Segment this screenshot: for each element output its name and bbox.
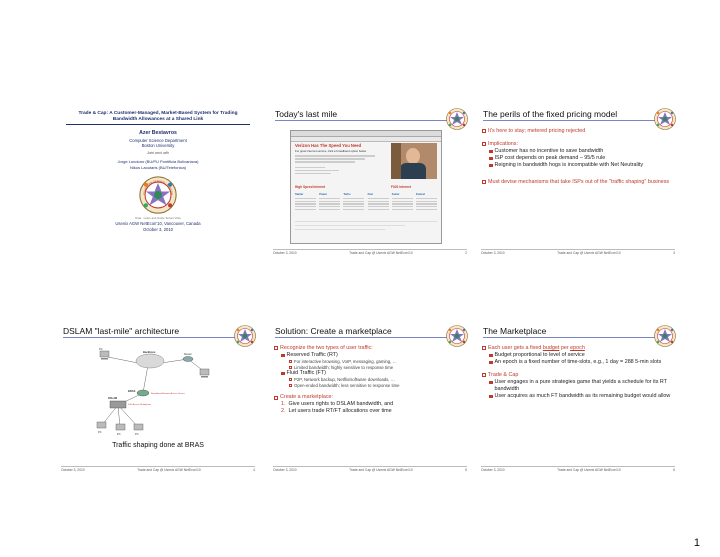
heading-rule [275, 120, 465, 121]
seal-ring-text [139, 176, 177, 214]
list-number: 2. [281, 408, 286, 415]
bullet-text: Trade & Cap [488, 372, 519, 378]
node-label: Router [184, 353, 192, 356]
section-fios: FiOS Internet [391, 185, 412, 189]
slide-heading: The Marketplace [483, 326, 547, 336]
joint-work-label: Joint work with [146, 151, 170, 155]
footer-venue: Trade and Cap @ Usenix AGW NetEcon'10 [349, 468, 413, 472]
talk-title: Trade & Cap: A Customer-Managed, Market-Based System for Trading Bandwidth Allowances at a Shared Link [78, 111, 238, 122]
pc-icon [100, 351, 109, 360]
university-logo-icon [446, 108, 468, 130]
bullet-text: Create a marketplace: [280, 394, 334, 401]
bullet-text: Reigning in bandwidth hogs is incompatible with Net Neutrality [494, 162, 644, 168]
conference-name: Usenix AGW NetEcon'10, Vancouver, Canada [115, 221, 201, 226]
plan-name[interactable]: Faster [391, 193, 400, 196]
bullet-text: Let users trade RT/FT allocations over time [288, 408, 392, 415]
bullet-text: Recognize the two types of user traffic: [280, 345, 373, 351]
university-logo-icon [234, 325, 256, 347]
bullet-text: Must devise mechanisms that take ISPs out of the "traffic shaping" business [488, 179, 670, 185]
bullet-text: User engages in a pure strategies game that yields a schedule for its RT bandwidth [494, 379, 667, 392]
footer-date: October 3, 2010 [481, 251, 505, 255]
node-label: DSLAM [108, 397, 118, 400]
square-bullet-icon [281, 372, 285, 376]
network-diagram [88, 343, 228, 438]
hollow-square-bullet-icon [274, 396, 278, 400]
pc-icon [97, 422, 106, 428]
slide-todays-last-mile[interactable] [270, 108, 470, 258]
slide-bullets [274, 343, 464, 415]
pc-icon [200, 369, 209, 378]
node-label: PC [135, 433, 139, 436]
bullet-text: For interactive browsing, VoIP, messaging, gaming, … [294, 359, 397, 364]
page-subtitle: For great Internet service, click a broadband option below [295, 149, 367, 153]
square-bullet-icon [281, 354, 285, 358]
node-label: Backbone [143, 351, 156, 354]
hollow-square-bullet-icon [482, 129, 486, 133]
bullet-text: Implications: [488, 141, 518, 147]
slide-fixed-pricing-perils[interactable] [478, 108, 678, 258]
node-label: BRAS [128, 390, 136, 393]
footer-page: 2 [465, 251, 467, 255]
node-label: PC [98, 431, 102, 434]
author-univ: Boston University [141, 143, 175, 148]
hollow-square-bullet-icon [482, 346, 486, 350]
slide-bullets [482, 343, 672, 400]
slide-bullets [482, 126, 672, 186]
plan-name[interactable]: Fastest [415, 193, 426, 196]
handout-page-number: 1 [693, 537, 700, 549]
bullet-text [488, 345, 585, 352]
heading-rule [63, 337, 253, 338]
seal-caption: Data · Learn and Guide Terrain Vista [135, 216, 181, 220]
slide-footer [481, 249, 675, 257]
slide-footer [273, 249, 467, 257]
footer-venue: Trade and Cap @ Usenix AGW NetEcon'10 [137, 468, 201, 472]
footer-page: 3 [673, 251, 675, 255]
pc-icon [116, 424, 125, 430]
bullet-text: ISP cost depends on peak demand – 95/5 rule [494, 155, 606, 161]
bullet-text: It's here to stay; metered pricing rejected [488, 128, 586, 134]
verizon-webpage-screenshot [290, 130, 442, 244]
footer-date: October 3, 2010 [273, 468, 297, 472]
bullet-text: Fluid Traffic (FT) [286, 370, 326, 377]
slide-heading: Today's last mile [275, 109, 338, 119]
bras-icon [137, 390, 149, 396]
square-bullet-icon [489, 354, 493, 358]
backbone-cloud-icon [136, 354, 164, 368]
node-label: PC [117, 433, 121, 436]
slide-footer [273, 466, 467, 474]
node-label: DSL Access Multiplexer [128, 404, 151, 406]
plan-name[interactable]: Starter [295, 193, 304, 196]
slide-heading: DSLAM "last-mile" architecture [63, 326, 180, 336]
bullet-text: P2P, Network backup, Netflix/software downloads, … [294, 377, 395, 383]
bullet-text: Reserved Traffic (RT) [286, 352, 338, 358]
square-bullet-icon [489, 164, 493, 168]
bullet-text: An epoch is a fixed number of time-slots, e.g., 1 day = 288 5-min slots [494, 359, 662, 365]
hollow-square-bullet-icon [289, 360, 292, 363]
plan-name[interactable]: Turbo [343, 193, 351, 196]
bullet-text: User acquires as much FT bandwidth as its remaining budget would allow [494, 393, 671, 399]
hollow-square-bullet-icon [289, 378, 292, 381]
person-photo [391, 143, 437, 179]
bullet-text: Open-ended bandwidth; less sensitive to response time [294, 382, 400, 388]
slide-title[interactable] [58, 108, 258, 258]
slide-dslam-architecture[interactable] [58, 325, 258, 475]
page-headline: Verizon Has The Speed You Need [295, 143, 362, 148]
svg-text:COMPUTER SCIENCE · BOSTON UNIV: COMPUTER SCIENCE · BOSTON [142, 179, 174, 196]
browser-address-bar [291, 137, 441, 142]
bullet-text-part: per [559, 345, 571, 351]
coauthor-2: Nikos Laoutaris (BU/Telefonica) [129, 165, 187, 170]
slide-footer [61, 466, 255, 474]
pc-icon [134, 424, 143, 430]
heading-rule [483, 120, 673, 121]
slide-heading: Solution: Create a marketplace [275, 326, 392, 336]
footer-venue: Trade and Cap @ Usenix AGW NetEcon'10 [557, 468, 621, 472]
plan-columns [295, 193, 437, 210]
square-bullet-icon [489, 150, 493, 154]
footer-page: 6 [673, 468, 675, 472]
slide-the-marketplace[interactable] [478, 325, 678, 475]
footer-venue: Trade and Cap @ Usenix AGW NetEcon'10 [557, 251, 621, 255]
bullet-text: Budget proportional to level of service [494, 352, 585, 358]
plan-name[interactable]: Fast [367, 193, 373, 196]
node-label: PC [99, 348, 103, 351]
bullet-text: Give users rights to DSLAM bandwidth, and [288, 401, 394, 408]
bullet-text-part: Each user gets a fixed [488, 345, 543, 351]
coauthor-1: Jorge Londono (BU/PU Pontificia Bolivariana) [117, 159, 199, 164]
bullet-text: Limited bandwidth; highly sensitive to response time [294, 364, 394, 370]
hollow-square-bullet-icon [482, 142, 486, 146]
section-hsi: High Speed Internet [295, 185, 326, 189]
author-dept: Computer Science Department [129, 138, 187, 143]
title-divider [66, 124, 250, 125]
talk-date: October 3, 2010 [142, 227, 174, 232]
bullet-text: Customer has no incentive to save bandwidth [494, 148, 604, 154]
hollow-square-bullet-icon [274, 346, 278, 350]
slide-footer [481, 466, 675, 474]
list-number: 1. [281, 401, 286, 408]
footer-date: October 3, 2010 [61, 468, 85, 472]
plan-name[interactable]: Power [319, 193, 327, 196]
diagram-caption: Traffic shaping done at BRAS [112, 442, 204, 449]
footer-venue: Trade and Cap @ Usenix AGW NetEcon'10 [349, 251, 413, 255]
author-name: Azer Bestavros [139, 130, 177, 136]
footer-date: October 3, 2010 [273, 251, 297, 255]
heading-rule [483, 337, 673, 338]
footer-date: October 3, 2010 [481, 468, 505, 472]
hollow-square-bullet-icon [482, 180, 486, 184]
footer-page: 4 [253, 468, 255, 472]
dslam-icon [110, 401, 126, 408]
hollow-square-bullet-icon [289, 384, 292, 387]
hollow-square-bullet-icon [482, 373, 486, 377]
heading-rule [275, 337, 465, 338]
epoch-term: epoch [570, 345, 585, 351]
square-bullet-icon [489, 361, 493, 365]
footer-page: 5 [465, 468, 467, 472]
slide-heading: The perils of the fixed pricing model [483, 109, 618, 119]
hollow-square-bullet-icon [289, 366, 292, 369]
node-label: Broadband Remote Access Server [151, 393, 185, 395]
square-bullet-icon [489, 395, 493, 399]
slide-create-marketplace[interactable] [270, 325, 470, 475]
square-bullet-icon [489, 381, 493, 385]
router-icon [183, 357, 193, 362]
budget-term: budget [542, 345, 560, 351]
square-bullet-icon [489, 157, 493, 161]
